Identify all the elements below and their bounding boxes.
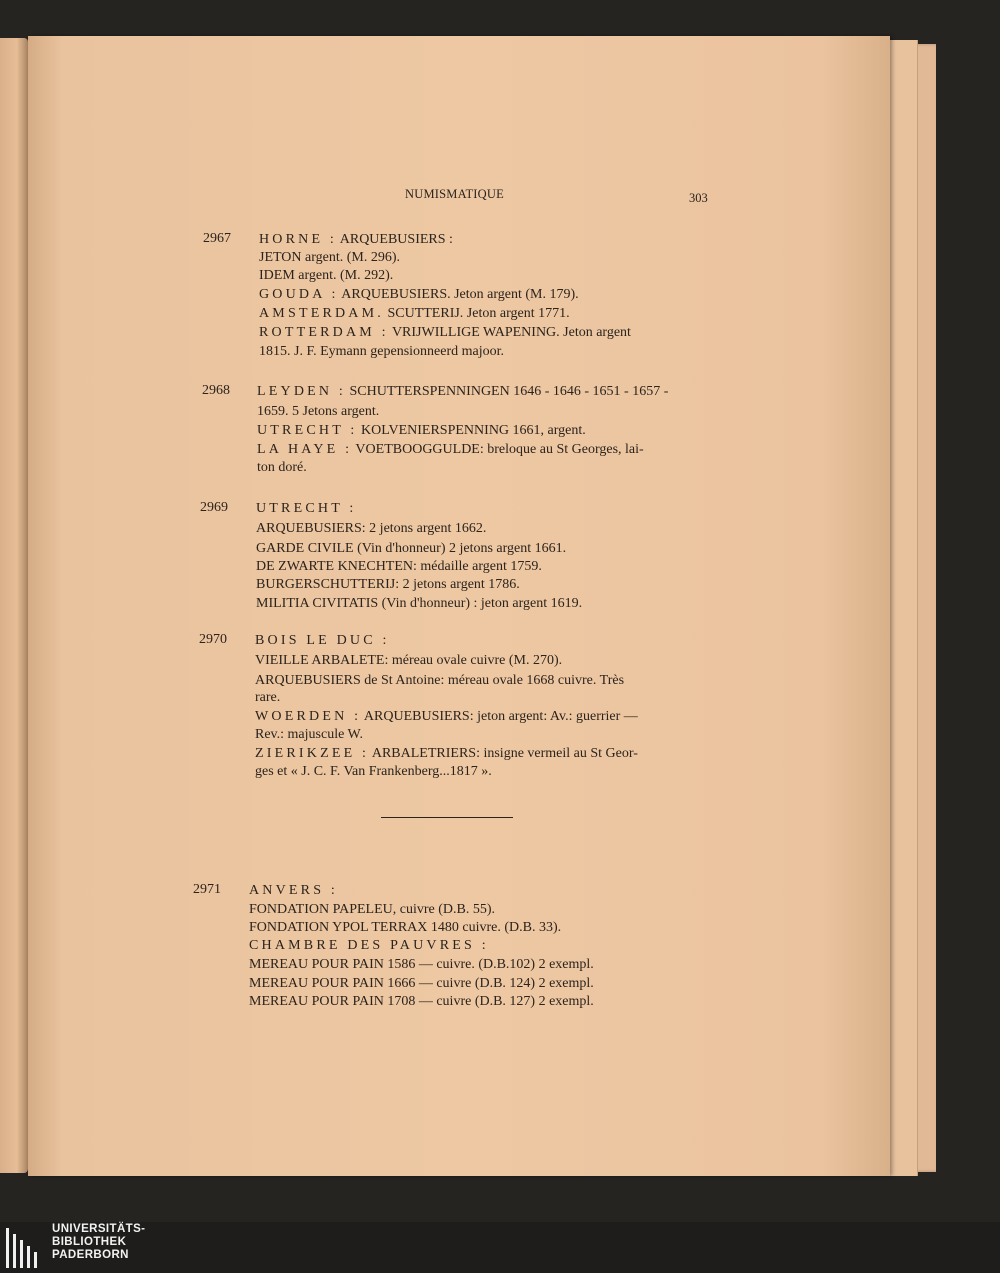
entry-text: IDEM argent. (M. 292). [259, 268, 394, 283]
entry-line [257, 459, 307, 477]
place-name: ANVERS : [249, 883, 338, 898]
entry-line [257, 422, 586, 440]
place-name: ROTTERDAM : [259, 325, 389, 340]
library-name-line-1: UNIVERSITÄTS- [52, 1223, 146, 1235]
place-name: LA HAYE : [257, 442, 353, 457]
place-name: WOERDEN : [255, 709, 362, 724]
entry-line [257, 403, 379, 421]
entry-line [256, 540, 566, 558]
library-logo-icon [6, 1228, 42, 1268]
entry-text: MILITIA CIVITATIS (Vin d'honneur) : jeton argent 1619. [256, 596, 583, 611]
place-name: ZIERIKZEE : [255, 746, 370, 761]
entry-text: VOETBOOGGULDE: breloque au St Georges, lai- [352, 442, 644, 457]
entry-line [255, 745, 638, 763]
entry-line [255, 652, 562, 670]
entry-number: 2967 [203, 231, 231, 246]
entry-text: 1659. 5 Jetons argent. [257, 404, 380, 419]
entry-line [249, 956, 594, 974]
entry-text: ARQUEBUSIERS de St Antoine: méreau ovale 1668 cuivre. Très [255, 673, 625, 688]
entry-number: 2969 [200, 500, 228, 515]
entry-text: KOLVENIERSPENNING 1661, argent. [357, 423, 586, 438]
entry-line [255, 763, 492, 781]
entry-line [255, 726, 363, 744]
entry-line [255, 689, 280, 707]
entry-text: FONDATION YPOL TERRAX 1480 cuivre. (D.B. 33). [249, 920, 562, 935]
entry-text: rare. [255, 690, 281, 705]
entry-text: ton doré. [257, 460, 307, 475]
entry-text: VRIJWILLIGE WAPENING. Jeton argent [388, 325, 631, 340]
entry-line [249, 919, 561, 937]
entry-number: 2968 [202, 383, 230, 398]
entry-text: GARDE CIVILE (Vin d'honneur) 2 jetons argent 1661. [256, 541, 567, 556]
entry-text: MEREAU POUR PAIN 1708 — cuivre (D.B. 127) 2 exempl. [249, 994, 594, 1009]
library-name-line-3: PADERBORN [52, 1249, 129, 1261]
entry-line [255, 708, 638, 726]
place-name: BOIS LE DUC : [255, 633, 390, 648]
entry-text: ges et « J. C. F. Van Frankenberg...1817 ». [255, 764, 492, 779]
place-name: UTRECHT : [256, 501, 357, 516]
entry-text: ARBALETRIERS: insigne vermeil au St Geor- [369, 746, 638, 761]
entry-line [257, 441, 644, 459]
place-name: CHAMBRE DES PAUVRES : [249, 938, 489, 953]
entry-line [256, 576, 520, 594]
entry-line [255, 672, 624, 690]
entry-text: BURGERSCHUTTERIJ: 2 jetons argent 1786. [256, 577, 520, 592]
entry-line [259, 249, 400, 267]
place-name: UTRECHT : [257, 423, 358, 438]
running-head: NUMISMATIQUE [405, 187, 504, 201]
entry-text: ARQUEBUSIERS. Jeton argent (M. 179). [338, 287, 579, 302]
entry-text: SCHUTTERSPENNINGEN 1646 - 1646 - 1651 - 1657 - [345, 384, 669, 399]
entry-line [259, 267, 393, 285]
entry-line [259, 343, 504, 361]
entry-line [249, 993, 594, 1011]
entry-text: SCUTTERIJ. Jeton argent 1771. [383, 306, 570, 321]
entry-line [259, 324, 631, 342]
entry-line [256, 558, 542, 576]
entry-text: DE ZWARTE KNECHTEN: médaille argent 1759. [256, 559, 542, 574]
entry-text: ARQUEBUSIERS: 2 jetons argent 1662. [256, 521, 487, 536]
entry-text: 1815. J. F. Eymann gepensionneerd majoor. [259, 344, 505, 359]
page-stack-edge-inner [886, 40, 918, 1176]
entry-line [249, 901, 495, 919]
page-number: 303 [689, 191, 708, 205]
entry-line [259, 305, 570, 323]
place-name: HORNE : [259, 232, 338, 247]
footer-bar [0, 1222, 1000, 1273]
place-name: AMSTERDAM. [259, 306, 384, 321]
entry-text: MEREAU POUR PAIN 1666 — cuivre (D.B. 124) 2 exempl. [249, 976, 594, 991]
entry-line [259, 231, 453, 249]
entry-number: 2971 [193, 882, 221, 897]
entry-line [257, 383, 668, 401]
library-name-line-2: BIBLIOTHEK [52, 1236, 127, 1248]
entry-number: 2970 [199, 632, 227, 647]
entry-line [256, 595, 582, 613]
entry-text: VIEILLE ARBALETE: méreau ovale cuivre (M. 270). [255, 653, 563, 668]
entry-text: FONDATION PAPELEU, cuivre (D.B. 55). [249, 902, 496, 917]
entry-line [259, 286, 579, 304]
entry-line [256, 520, 486, 538]
left-page-edge [0, 38, 28, 1173]
entry-text: ARQUEBUSIERS: jeton argent: Av.: guerrier — [361, 709, 638, 724]
entry-line [256, 500, 357, 518]
entry-text: Rev.: majuscule W. [255, 727, 363, 742]
place-name: GOUDA : [259, 287, 339, 302]
place-name: LEYDEN : [257, 384, 346, 399]
entry-text: MEREAU POUR PAIN 1586 — cuivre. (D.B.102) 2 exempl. [249, 957, 594, 972]
entry-line [249, 882, 338, 900]
entry-line [249, 975, 594, 993]
entry-line [255, 632, 390, 650]
entry-text: JETON argent. (M. 296). [259, 250, 401, 265]
entry-text: ARQUEBUSIERS : [337, 232, 453, 247]
section-rule [381, 817, 513, 818]
entry-line [249, 937, 489, 955]
